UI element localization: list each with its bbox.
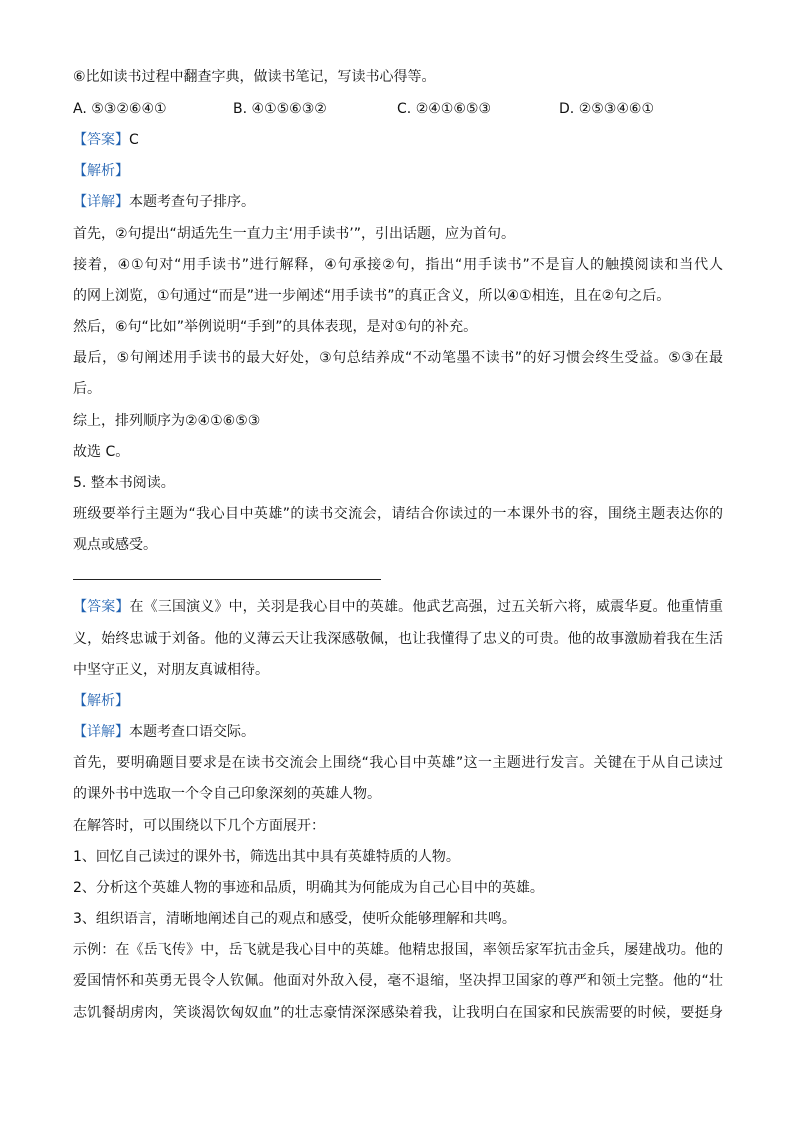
detail-tag: 【详解】	[73, 194, 129, 210]
answer-options	[73, 100, 723, 118]
detail-tag: 【详解】	[73, 724, 129, 740]
q5-prompt-line-2: 观点或感受。	[73, 537, 157, 553]
option-b-letter: B.	[233, 101, 248, 117]
answer-value: C	[129, 132, 139, 148]
option-d-letter: D.	[559, 101, 575, 117]
answer-text: 在《三国演义》中，关羽是我心目中的英雄。他武艺高强，过五关斩六将，威震华夏。他重情重	[129, 599, 724, 615]
q4-paragraph-5: 综上，排列顺序为②④①⑥⑤③	[73, 413, 261, 429]
option-d-value: ②⑤③④⑥①	[578, 101, 654, 117]
q4-paragraph-2-line-1: 接着，④①句对“用手读书”进行解释，④句承接②句，指出“用手读书”不是盲人的触摸阅读和当代人	[73, 257, 723, 273]
analysis-tag: 【解析】	[73, 163, 129, 179]
q4-detail	[73, 193, 723, 211]
q5-detail	[73, 723, 723, 741]
q5-example-line-2: 爱国情怀和英勇无畏令人钦佩。他面对外敌入侵，毫不退缩，坚决捍卫国家的尊严和领土完整。他的“壮	[73, 973, 723, 989]
analysis-tag: 【解析】	[73, 693, 129, 709]
option-a-letter: A.	[73, 101, 87, 117]
detail-text: 本题考查句子排序。	[129, 194, 255, 210]
q5-answer-line-3: 中坚守正义，对朋友真诚相待。	[73, 662, 269, 678]
q5-paragraph-1-line-1: 首先，要明确题目要求是在读书交流会上围绕“我心目中英雄”这一主题进行发言。关键在于从自己读过	[73, 755, 723, 771]
q5-step-2: 2、分析这个英雄人物的事迹和品质，明确其为何能成为自己心目中的英雄。	[73, 880, 544, 896]
q4-paragraph-4-line-2: 后。	[73, 381, 101, 397]
option-a	[73, 100, 167, 118]
option-c-value: ②④①⑥⑤③	[415, 101, 491, 117]
option-c	[397, 100, 491, 118]
q5-example-line-1: 示例：在《岳飞传》中，岳飞就是我心目中的英雄。他精忠报国，率领岳家军抗击金兵，屡建战功。他的	[73, 942, 723, 958]
q5-prompt-line-1: 班级要举行主题为“我心目中英雄”的读书交流会，请结合你读过的一本课外书的容，围绕主题表达你的	[73, 506, 723, 522]
answer-tag: 【答案】	[73, 599, 130, 615]
q4-paragraph-2-line-2: 的网上浏览，①句通过“而是”进一步阐述“用手读书”的真正含义，所以④①相连，且在②句之后。	[73, 288, 671, 304]
option-b-value: ④①⑤⑥③②	[251, 101, 327, 117]
q4-analysis-heading	[73, 162, 723, 180]
option-d	[559, 100, 654, 118]
q4-paragraph-6: 故选 C。	[73, 444, 130, 460]
q5-paragraph-2: 在解答时，可以围绕以下几个方面展开：	[73, 818, 325, 834]
q5-example-line-3: 志饥餐胡虏肉，笑谈渴饮匈奴血”的壮志豪情深深感染着我，让我明白在国家和民族需要的时候，要挺身	[73, 1005, 723, 1021]
option-a-value: ⑤③②⑥④①	[91, 101, 167, 117]
q4-paragraph-3: 然后，⑥句“比如”举例说明“手到”的具体表现，是对①句的补充。	[73, 319, 478, 335]
answer-tag: 【答案】	[73, 132, 129, 148]
q5-answer-line-1	[73, 598, 723, 616]
option-b	[233, 100, 327, 118]
q5-analysis-heading	[73, 692, 723, 710]
q5-step-1: 1、回忆自己读过的课外书，筛选出其中具有英雄特质的人物。	[73, 849, 460, 865]
detail-text: 本题考查口语交际。	[129, 724, 255, 740]
option-c-letter: C.	[397, 101, 412, 117]
option-6-text: ⑥比如读书过程中翻查字典，做读书笔记，写读书心得等。	[73, 69, 436, 85]
q5-paragraph-1-line-2: 的课外书中选取一个令自己印象深刻的英雄人物。	[73, 786, 381, 802]
answer-blank-line	[73, 579, 381, 580]
q4-paragraph-4-line-1: 最后，⑤句阐述用手读书的最大好处，③句总结养成“不动笔墨不读书”的好习惯会终生受益。⑤③在最	[73, 350, 723, 366]
q4-paragraph-1: 首先，②句提出“胡适先生一直力主‘用手读书’”，引出话题，应为首句。	[73, 226, 515, 242]
q4-answer	[73, 131, 723, 149]
q5-title: 5. 整本书阅读。	[73, 475, 175, 491]
q5-step-3: 3、组织语言，清晰地阐述自己的观点和感受，使听众能够理解和共鸣。	[73, 911, 516, 927]
q5-answer-line-2: 义，始终忠诚于刘备。他的义薄云天让我深感敬佩，也让我懂得了忠义的可贵。他的故事激励着我在生活	[73, 631, 723, 647]
